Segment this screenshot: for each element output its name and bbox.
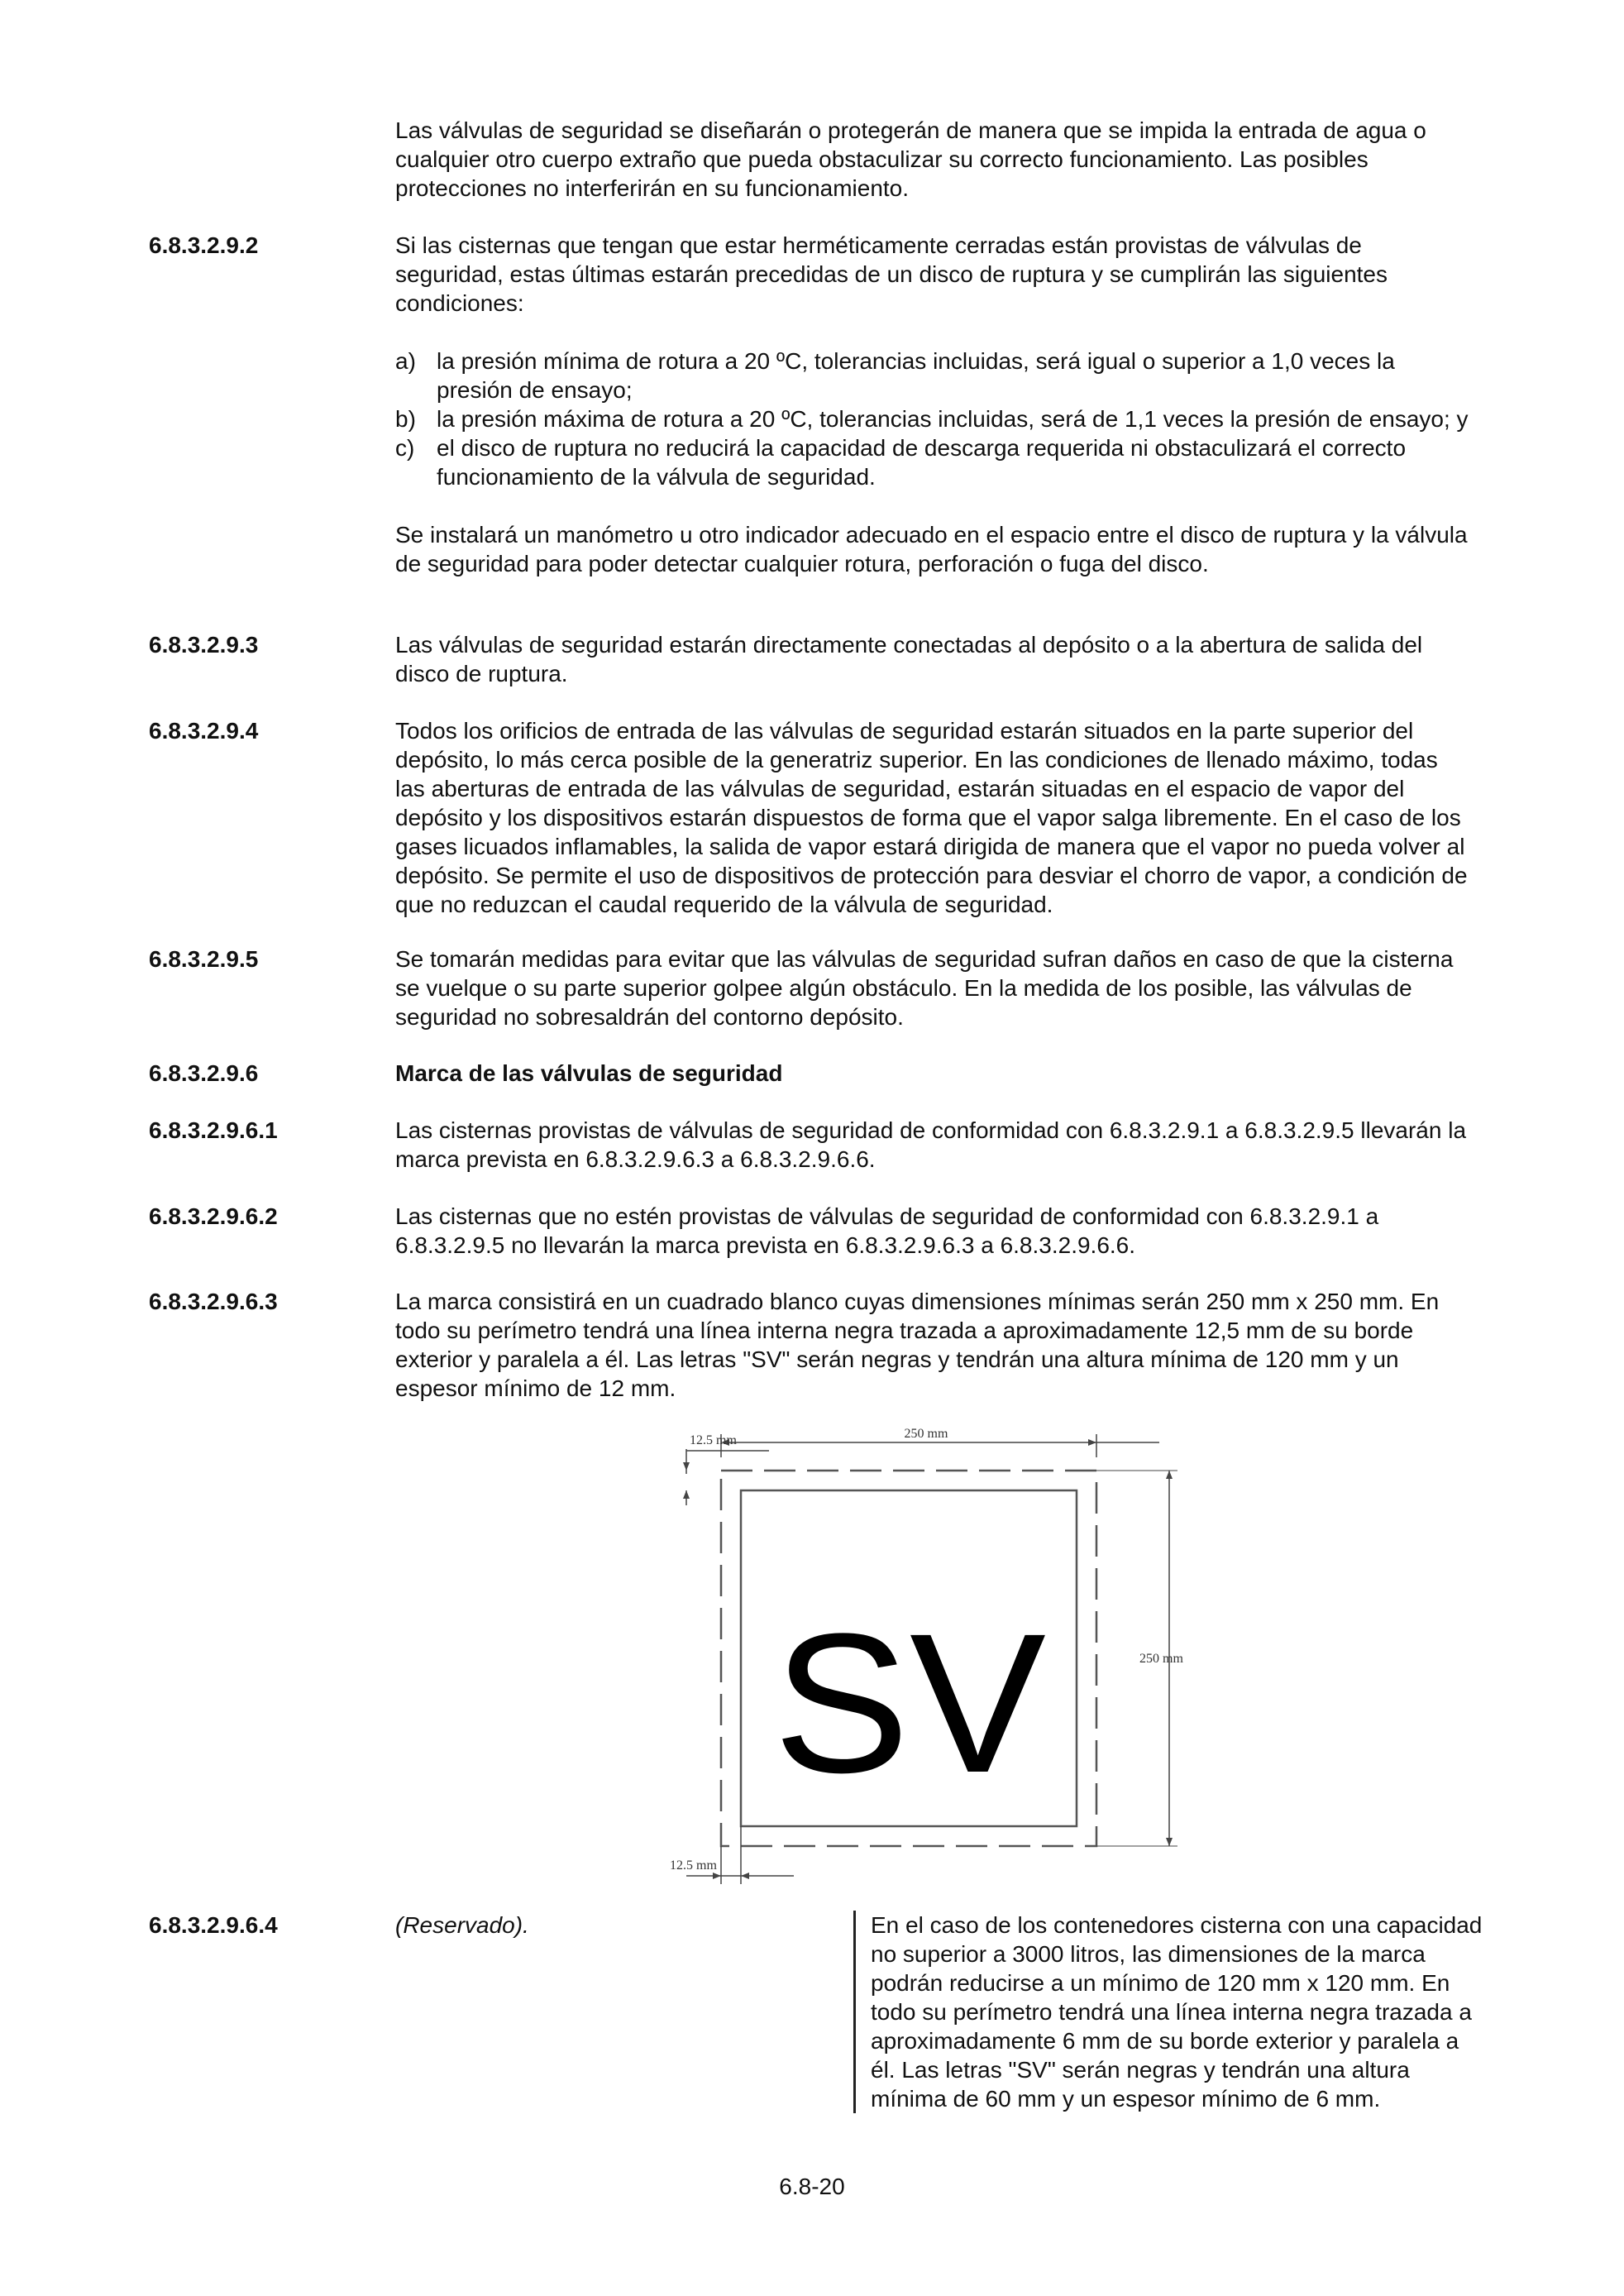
list-item-text: el disco de ruptura no reducirá la capacidad de descarga requerida ni obstaculizará el correcto funcionamiento de la válvula de seguridad. bbox=[437, 435, 1407, 490]
section-paragraph: Se instalará un manómetro u otro indicador adecuado en el espacio entre el disco de ruptura y la válvula de seguridad para poder detectar cualquier rotura, perforación o fuga del disco. bbox=[395, 522, 1468, 576]
section-number: 6.8.3.2.9.6.4 bbox=[149, 1912, 278, 1938]
arrow-icon bbox=[1166, 1838, 1173, 1846]
section-number: 6.8.3.2.9.6.2 bbox=[149, 1203, 278, 1229]
boxed-note bbox=[853, 1911, 1483, 2113]
arrow-icon bbox=[741, 1873, 749, 1879]
list-item bbox=[395, 404, 1470, 433]
dimension-label-top: 250 mm bbox=[904, 1427, 948, 1441]
section-paragraph: Las cisternas provistas de válvulas de seguridad de conformidad con 6.8.3.2.9.1 a 6.8.3.2.9.5 llevarán la marca prevista en 6.8.3.2.9.6.3 a 6.8.3.2.9.6.6. bbox=[395, 1117, 1467, 1172]
conditions-list bbox=[395, 347, 1470, 491]
section-paragraph: Todos los orificios de entrada de las válvulas de seguridad estarán situados en la parte superior del depósito, lo más cerca posible de la generatriz superior. En las condiciones de llenado máximo, todas las aberturas de entrada de las válvulas de seguridad, estarán situadas en el espacio de vapor del depósito y los dispositivos estarán dispuestos de forma que el vapor salga libremente. En el caso de los gases licuados inflamables, la salida de vapor estará dirigida de manera que el vapor no pueda volver al depósito. Se permite el uso de dispositivos de protección para desviar el chorro de vapor, a condición de que no reduzcan el caudal requerido de la válvula de seguridad. bbox=[395, 718, 1468, 917]
arrow-icon bbox=[1166, 1471, 1173, 1479]
sv-letters: SV bbox=[773, 1592, 1046, 1814]
page-number: 6.8-20 bbox=[779, 2174, 845, 2199]
dimension-label-right: 250 mm bbox=[1139, 1652, 1183, 1666]
list-item-text: la presión mínima de rotura a 20 ºC, tolerancias incluidas, será igual o superior a 1,0 veces la presión de ensayo; bbox=[437, 348, 1395, 403]
section-number: 6.8.3.2.9.3 bbox=[149, 632, 259, 658]
section-number: 6.8.3.2.9.5 bbox=[149, 946, 259, 972]
section-number: 6.8.3.2.9.6 bbox=[149, 1060, 259, 1086]
section-number: 6.8.3.2.9.6.1 bbox=[149, 1117, 278, 1143]
dimension-label-top-left: 12.5 mm bbox=[690, 1433, 737, 1447]
boxed-note-text: En el caso de los contenedores cisterna con una capacidad no superior a 3000 litros, las dimensiones de la marca podrán reducirse a un mínimo de 120 mm x 120 mm. En todo su perímetro tendrá una línea interna negra trazada a aproximadamente 6 mm de su borde exterior y paralela a él. Las letras "SV" serán negras y tendrán una altura mínima de 60 mm y un espesor mínimo de 6 mm. bbox=[871, 1912, 1483, 2112]
section-paragraph: La marca consistirá en un cuadrado blanco cuyas dimensiones mínimas serán 250 mm x 250 mm. En todo su perímetro tendrá una línea interna negra trazada a aproximadamente 12,5 mm de su borde exterior y paralela a él. Las letras "SV" serán negras y tendrán una altura mínima de 120 mm y un espesor mínimo de 12 mm. bbox=[395, 1289, 1440, 1401]
list-item bbox=[395, 433, 1470, 491]
dimension-label-bottom-left: 12.5 mm bbox=[670, 1858, 717, 1873]
sv-mark-diagram bbox=[645, 1424, 1207, 1887]
arrow-icon bbox=[713, 1873, 721, 1879]
section-heading: Marca de las válvulas de seguridad bbox=[395, 1060, 783, 1086]
arrow-icon bbox=[1088, 1439, 1096, 1446]
list-item-label: b) bbox=[395, 406, 416, 432]
intro-paragraph: Las válvulas de seguridad se diseñarán o protegerán de manera que se impida la entrada de agua o cualquier otro cuerpo extraño que pueda obstaculizar su correcto funcionamiento. Las posibles protecciones no interferirán en su funcionamiento. bbox=[395, 117, 1426, 201]
section-paragraph: Las válvulas de seguridad estarán directamente conectadas al depósito o a la abertura de salida del disco de ruptura. bbox=[395, 632, 1423, 686]
section-paragraph: Si las cisternas que tengan que estar herméticamente cerradas están provistas de válvulas de seguridad, estas últimas estarán precedidas de un disco de ruptura y se cumplirán las siguientes condiciones: bbox=[395, 232, 1388, 316]
reserved-text: (Reservado). bbox=[395, 1912, 529, 1938]
list-item-text: la presión máxima de rotura a 20 ºC, tolerancias incluidas, será de 1,1 veces la presión de ensayo; y bbox=[437, 406, 1469, 432]
list-item-label: c) bbox=[395, 435, 415, 461]
section-paragraph: Las cisternas que no estén provistas de válvulas de seguridad de conformidad con 6.8.3.2.9.1 a 6.8.3.2.9.5 no llevarán la marca prevista en 6.8.3.2.9.6.3 a 6.8.3.2.9.6.6. bbox=[395, 1203, 1379, 1258]
list-item bbox=[395, 347, 1470, 404]
section-number: 6.8.3.2.9.4 bbox=[149, 718, 259, 744]
section-paragraph: Se tomarán medidas para evitar que las válvulas de seguridad sufran daños en caso de que la cisterna se vuelque o su parte superior golpee algún obstáculo. En la medida de los posible, las válvulas de seguridad no sobresaldrán del contorno depósito. bbox=[395, 946, 1454, 1030]
section-number: 6.8.3.2.9.2 bbox=[149, 232, 259, 258]
sv-mark-figure bbox=[645, 1424, 1207, 1887]
list-item-label: a) bbox=[395, 348, 416, 374]
section-number: 6.8.3.2.9.6.3 bbox=[149, 1289, 278, 1314]
arrow-icon bbox=[683, 1462, 690, 1471]
